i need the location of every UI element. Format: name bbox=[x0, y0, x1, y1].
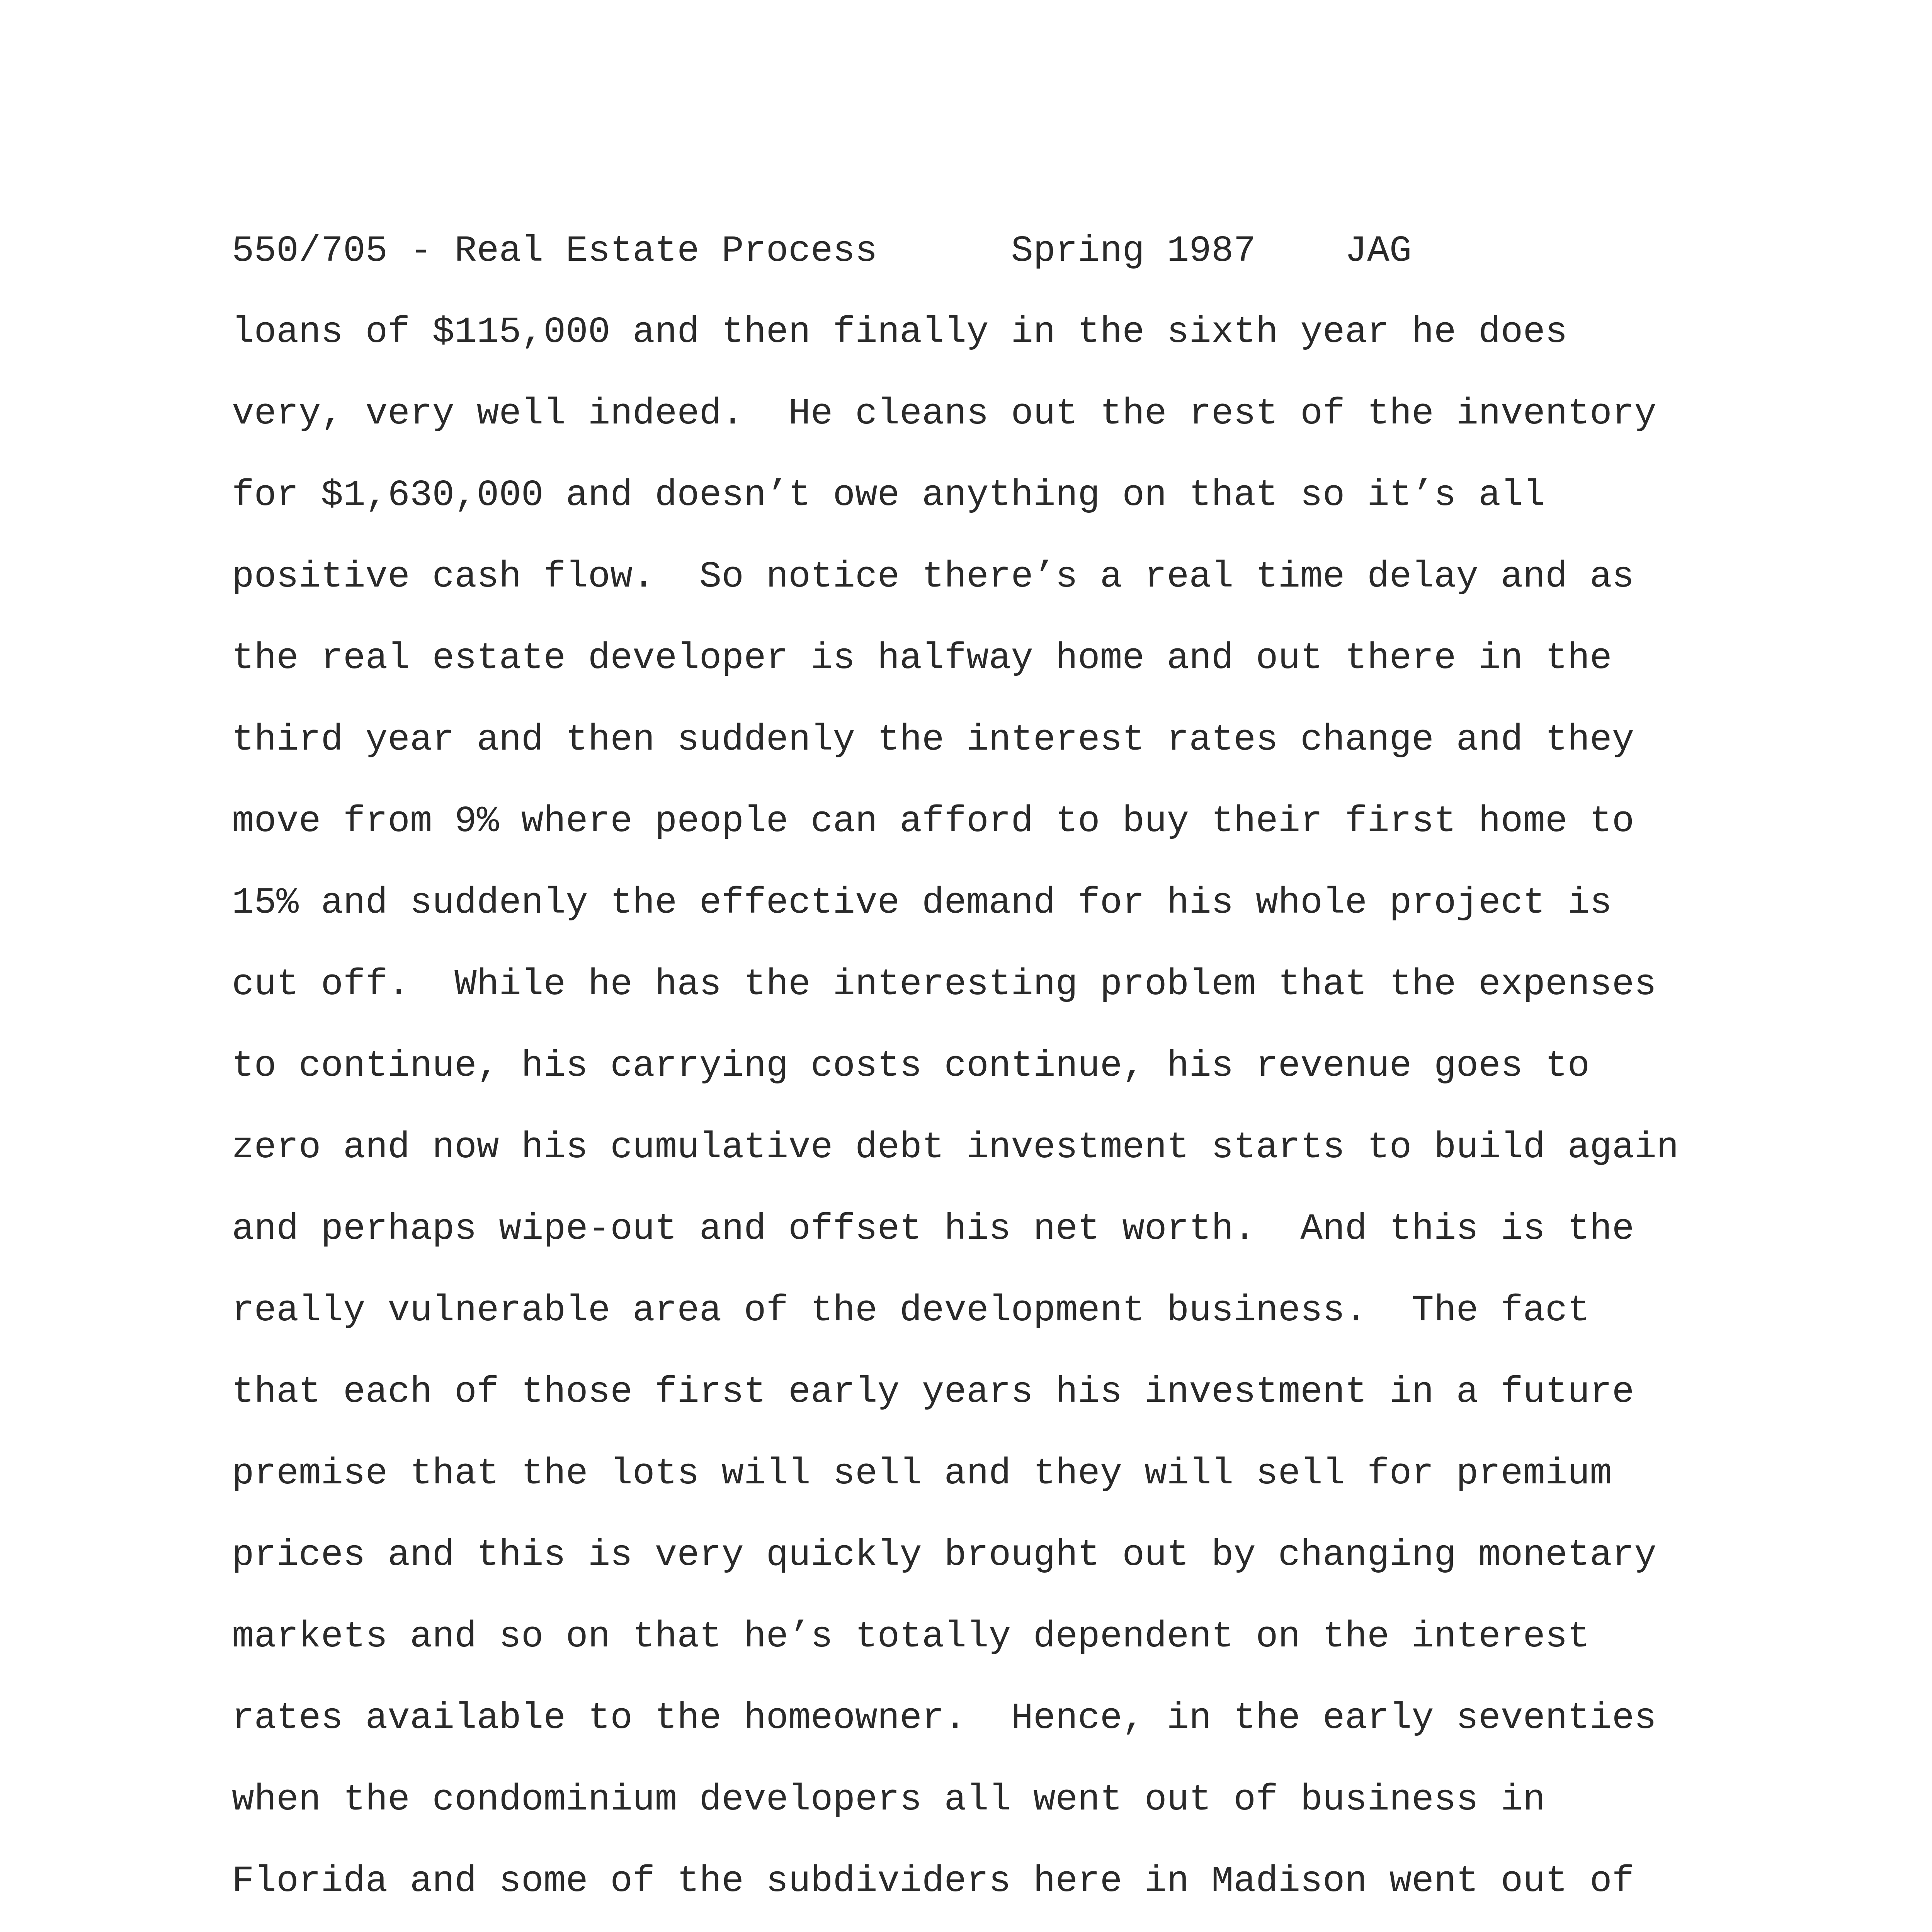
text-line: move from 9% where people can afford to buy their first home to bbox=[232, 800, 1634, 842]
text-line: cut off. While he has the interesting problem that the expenses bbox=[232, 963, 1656, 1005]
text-line: prices and this is very quickly brought out by changing monetary bbox=[232, 1534, 1656, 1576]
header-gap-2 bbox=[1256, 230, 1345, 272]
term: Spring 1987 bbox=[1011, 230, 1256, 272]
text-line: premise that the lots will sell and they will sell for premium bbox=[232, 1452, 1612, 1495]
header-gap-1 bbox=[878, 230, 1011, 272]
text-line: 15% and suddenly the effective demand for his whole project is bbox=[232, 882, 1612, 924]
transcript-body bbox=[232, 309, 1679, 1932]
text-line: very, very well indeed. He cleans out the rest of the inventory bbox=[232, 393, 1656, 435]
text-line: for $1,630,000 and doesn’t owe anything on that so it’s all bbox=[232, 474, 1545, 516]
text-line: markets and so on that he’s totally dependent on the interest bbox=[232, 1616, 1590, 1658]
text-line: the real estate developer is halfway home and out there in the bbox=[232, 637, 1612, 679]
page-header bbox=[232, 228, 1412, 274]
course-title: 550/705 - Real Estate Process bbox=[232, 230, 878, 272]
text-line: rates available to the homeowner. Hence, in the early seventies bbox=[232, 1697, 1656, 1739]
text-line: and perhaps wipe-out and offset his net worth. And this is the bbox=[232, 1208, 1634, 1250]
text-line: really vulnerable area of the development business. The fact bbox=[232, 1289, 1590, 1332]
text-line: that each of those first early years his investment in a future bbox=[232, 1371, 1634, 1413]
text-line: to continue, his carrying costs continue, his revenue goes to bbox=[232, 1045, 1590, 1087]
text-line: when the condominium developers all went out of business in bbox=[232, 1779, 1545, 1821]
text-line: Florida and some of the subdividers here in Madison went out of bbox=[232, 1860, 1634, 1902]
text-line: third year and then suddenly the interest rates change and they bbox=[232, 719, 1634, 761]
text-line: positive cash flow. So notice there’s a real time delay and as bbox=[232, 556, 1634, 598]
initials: JAG bbox=[1345, 230, 1412, 272]
text-line: zero and now his cumulative debt investment starts to build again bbox=[232, 1126, 1679, 1168]
text-line: loans of $115,000 and then finally in the sixth year he does bbox=[232, 311, 1568, 353]
